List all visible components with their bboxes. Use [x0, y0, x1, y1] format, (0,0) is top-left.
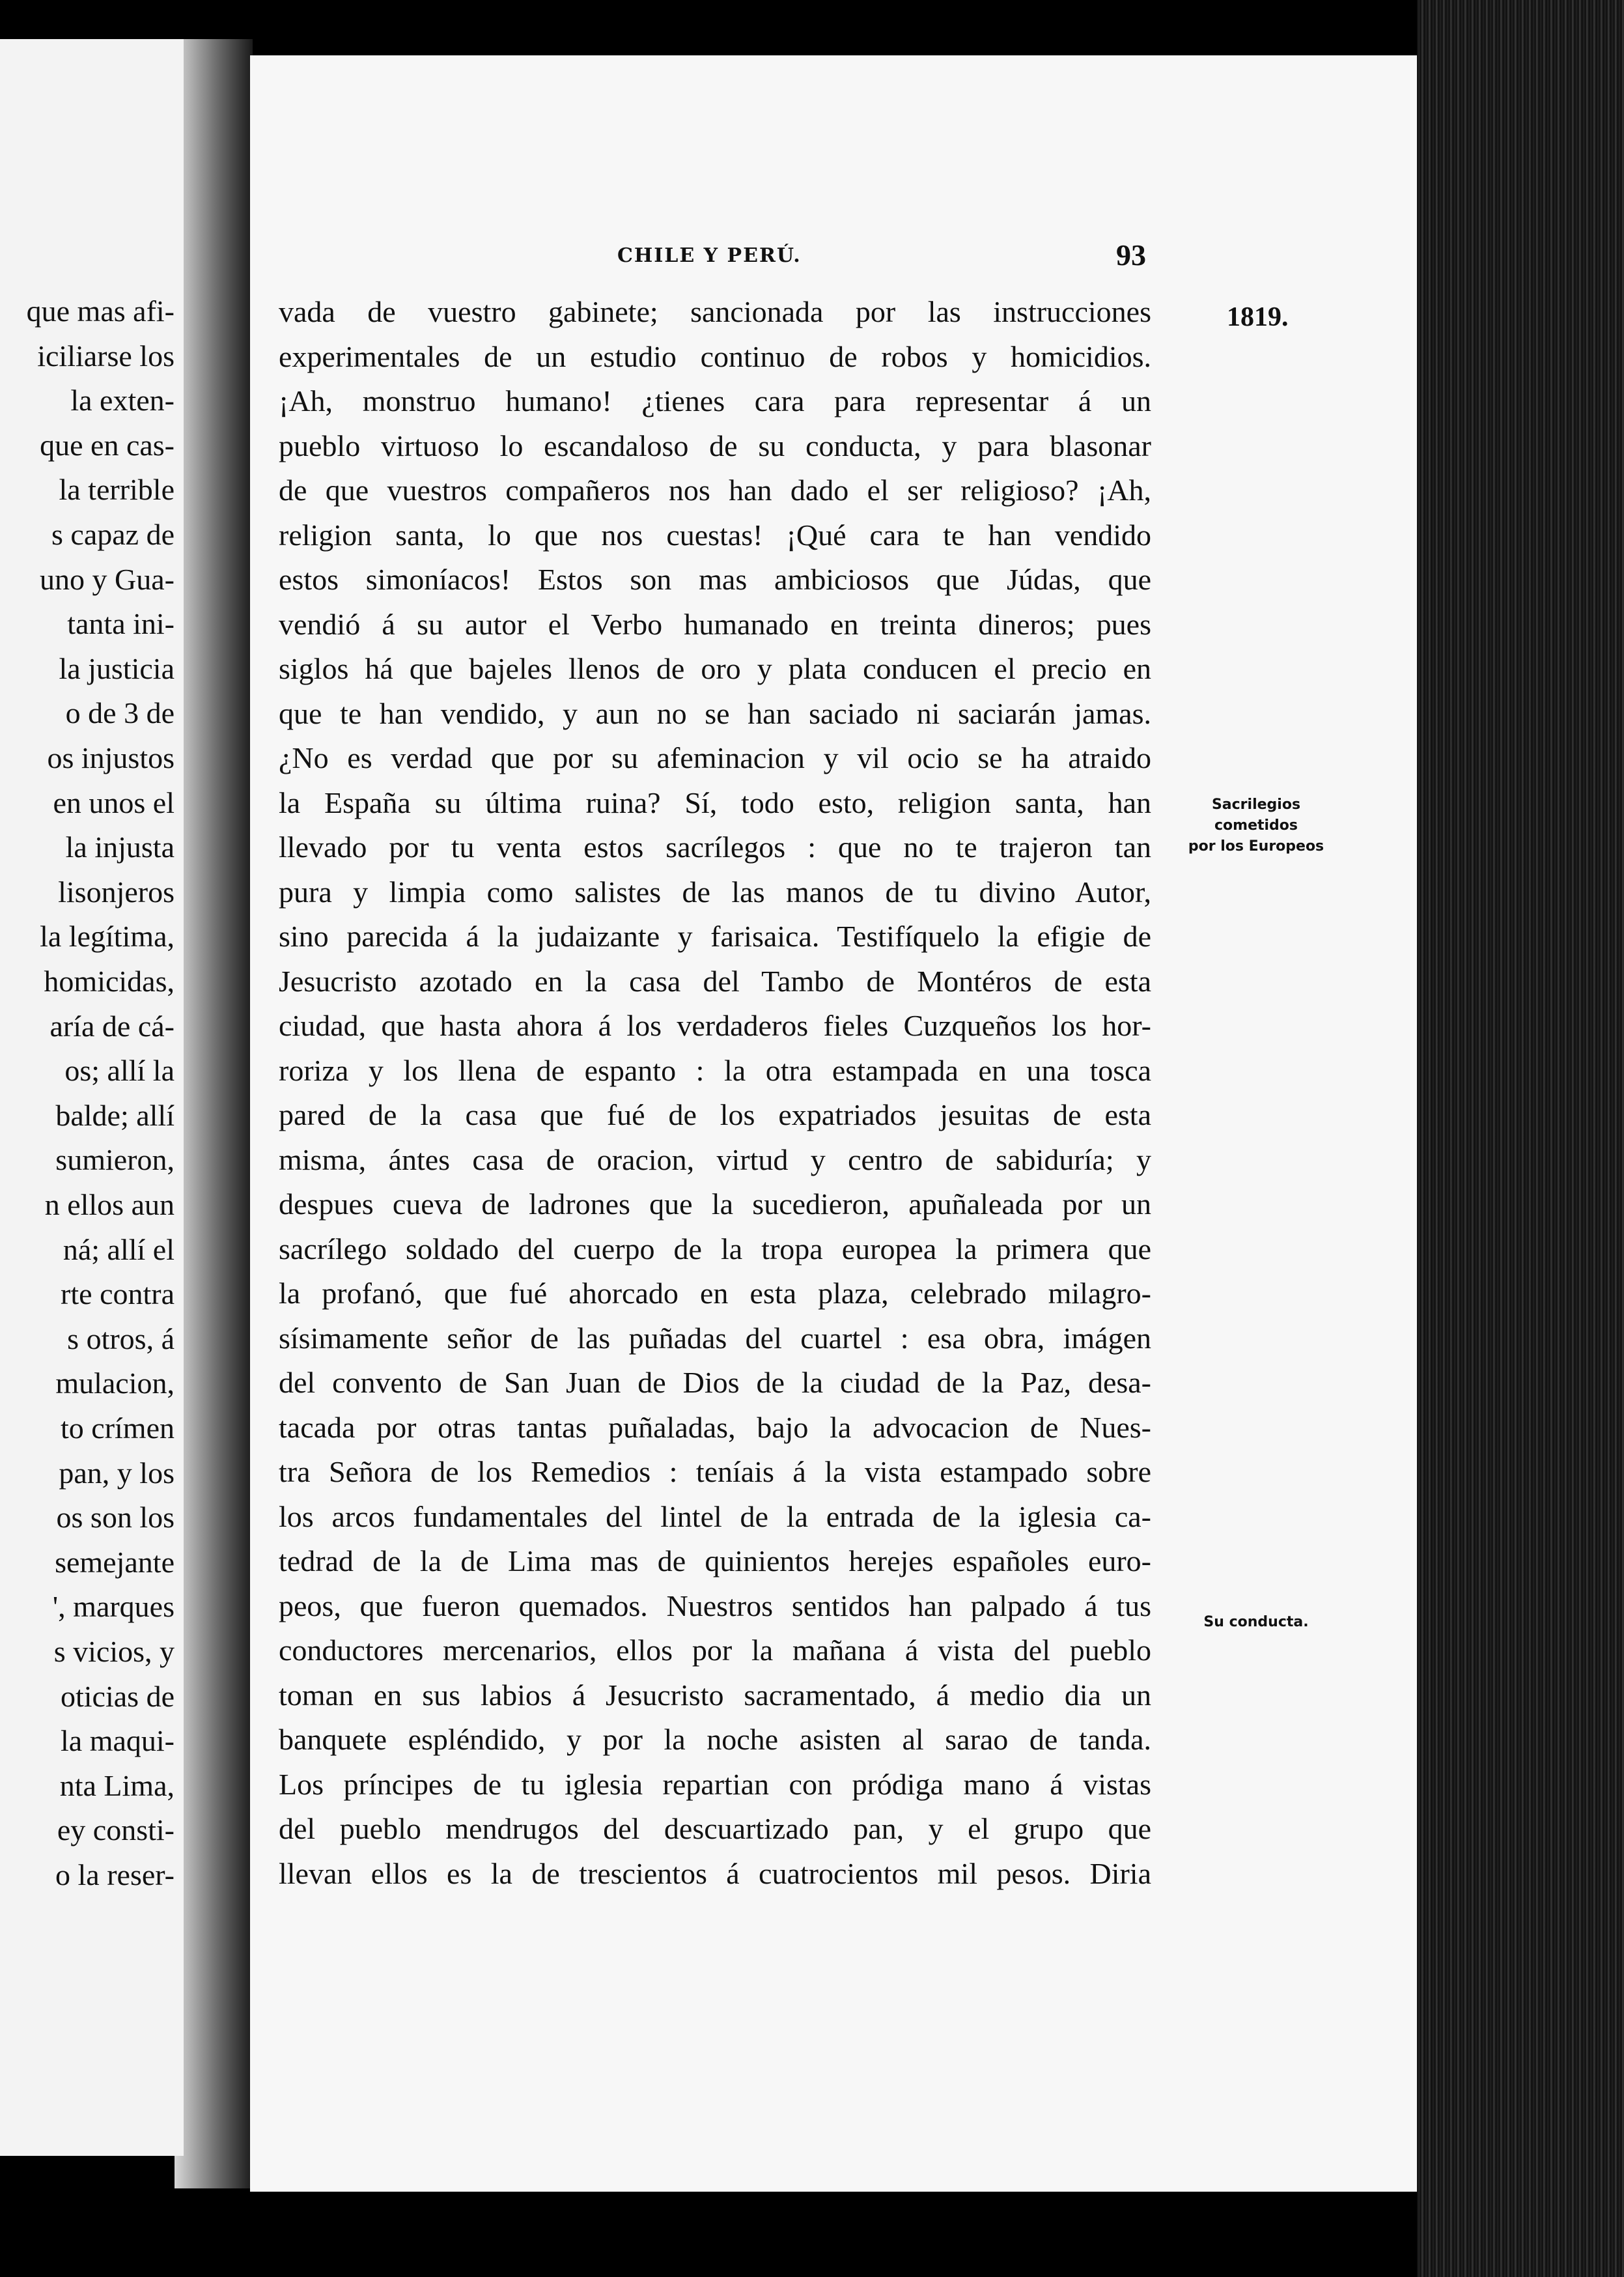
text-line: que te han vendido, y aun no se han saciado ni saciarán jamas. [279, 696, 1151, 730]
running-title: CHILE Y PERÚ. [617, 244, 802, 267]
left-page-line: nta Lima, [59, 1768, 175, 1802]
margin-year: 1819. [1227, 302, 1289, 332]
text-line: experimentales de un estudio continuo de robos y homicidios. [279, 339, 1151, 373]
text-line: la profanó, que fué ahorcado en esta plaza, celebrado milagro- [279, 1277, 1151, 1310]
text-line: sísimamente señor de las puñadas del cuartel : esa obra, imágen [279, 1321, 1151, 1355]
left-page-line: la injusta [65, 830, 175, 864]
text-line: de que vuestros compañeros nos han dado el ser religioso? ¡Ah, [279, 474, 1151, 507]
left-page-line: tanta ini- [67, 607, 175, 641]
text-line: pared de la casa que fué de los expatriados jesuitas de esta [279, 1098, 1151, 1131]
left-page-line: lisonjeros [58, 875, 175, 909]
text-line: siglos há que bajeles llenos de oro y plata conducen el precio en [279, 652, 1151, 685]
text-line: llevan ellos es la de trescientos á cuatrocientos mil pesos. Diria [279, 1856, 1151, 1890]
text-line: sino parecida á la judaizante y farisaica. Testifíquelo la efigie de [279, 920, 1151, 953]
left-page-line: en unos el [53, 785, 175, 819]
text-line: vada de vuestro gabinete; sancionada por las instrucciones [279, 295, 1151, 328]
text-line: la España su última ruina? Sí, todo esto, religion santa, han [279, 785, 1151, 819]
left-page-line: os injustos [47, 741, 175, 774]
left-page-line: s capaz de [51, 518, 175, 551]
text-line: Jesucristo azotado en la casa del Tambo de Montéros de esta [279, 964, 1151, 998]
left-page-line: aría de cá- [49, 1009, 175, 1043]
left-page-line: homicidas, [44, 965, 175, 998]
text-line: religion santa, lo que nos cuestas! ¡Qué cara te han vendido [279, 518, 1151, 552]
left-page-line: la terrible [59, 473, 175, 507]
text-line: del pueblo mendrugos del descuartizado pan, y el grupo que [279, 1812, 1151, 1845]
left-page-line: la maqui- [61, 1724, 175, 1758]
text-line: tedrad de la de Lima mas de quinientos herejes españoles euro- [279, 1544, 1151, 1577]
text-line: vendió á su autor el Verbo humanado en treinta dineros; pues [279, 607, 1151, 641]
text-line: toman en sus labios á Jesucristo sacramentado, á medio dia un [279, 1678, 1151, 1712]
text-line: Los príncipes de tu iglesia repartian con pródiga mano á vistas [279, 1767, 1151, 1801]
left-page-line: s vicios, y [53, 1635, 175, 1668]
left-page-line: rte contra [61, 1277, 175, 1311]
left-page-line: mulacion, [55, 1366, 175, 1400]
text-line: ciudad, que hasta ahora á los verdaderos fieles Cuzqueños los hor- [279, 1009, 1151, 1042]
text-line: peos, que fueron quemados. Nuestros sentidos han palpado á tus [279, 1589, 1151, 1622]
left-page-line: ', marques [52, 1590, 175, 1624]
margin-note-line: cometidos [1214, 817, 1298, 834]
left-page-line: iciliarse los [37, 339, 175, 373]
text-line: conductores mercenarios, ellos por la mañana á vista del pueblo [279, 1634, 1151, 1667]
left-page-line: semejante [55, 1545, 175, 1579]
left-page-line: os; allí la [64, 1054, 175, 1088]
page-number: 93 [1116, 238, 1146, 272]
left-page-line: que en cas- [40, 428, 175, 462]
left-page-line: oticias de [61, 1679, 175, 1713]
text-line: estos simoníacos! Estos son mas ambiciosos que Júdas, que [279, 563, 1151, 596]
left-page-line: la exten- [70, 384, 175, 417]
left-facing-page [0, 39, 184, 2156]
text-line: pueblo virtuoso lo escandaloso de su conducta, y para blasonar [279, 429, 1151, 462]
text-line: pura y limpia como salistes de las manos de tu divino Autor, [279, 875, 1151, 909]
text-line: tra Señora de los Remedios : teníais á la vista estampado sobre [279, 1455, 1151, 1488]
body-text [279, 290, 1151, 1896]
left-page-line: balde; allí [55, 1098, 175, 1132]
left-page-line: to crímen [61, 1411, 175, 1445]
left-page-line: os son los [56, 1501, 175, 1534]
text-line: llevado por tu venta estos sacrílegos : que no te trajeron tan [279, 830, 1151, 864]
left-page-line: que mas afi- [26, 294, 175, 328]
left-page-line: sumieron, [55, 1143, 175, 1177]
margin-note-sacrilegios [1181, 795, 1331, 857]
text-line: despues cueva de ladrones que la sucedieron, apuñaleada por un [279, 1187, 1151, 1221]
text-line: ¿No es verdad que por su afeminacion y vil ocio se ha atraido [279, 741, 1151, 774]
left-page-line: pan, y los [59, 1456, 175, 1490]
text-line: ¡Ah, monstruo humano! ¿tienes cara para representar á un [279, 384, 1151, 417]
text-line: misma, ántes casa de oracion, virtud y centro de sabiduría; y [279, 1142, 1151, 1176]
book-gutter-shadow [175, 39, 253, 2188]
margin-note-conducta: Su conducta. [1203, 1614, 1309, 1630]
left-page-line: s otros, á [67, 1322, 175, 1355]
left-page-line: n ellos aun [44, 1188, 175, 1221]
left-page-line: uno y Gua- [40, 562, 175, 596]
page-edges-background [1417, 0, 1624, 2277]
left-page-line: la justicia [59, 651, 175, 685]
text-line: tacada por otras tantas puñaladas, bajo la advocacion de Nues- [279, 1410, 1151, 1444]
left-page-line: ey consti- [57, 1813, 175, 1847]
text-line: del convento de San Juan de Dios de la ciudad de la Paz, desa- [279, 1366, 1151, 1399]
left-page-line: o la reser- [55, 1858, 175, 1891]
main-page [250, 55, 1417, 2192]
text-line: roriza y los llena de espanto : la otra estampada en una tosca [279, 1053, 1151, 1087]
left-page-line: o de 3 de [65, 696, 175, 730]
left-page-line: la legítima, [40, 920, 175, 954]
margin-note-line: por los Europeos [1188, 838, 1324, 855]
text-line: sacrílego soldado del cuerpo de la tropa europea la primera que [279, 1232, 1151, 1266]
text-line: los arcos fundamentales del lintel de la entrada de la iglesia ca- [279, 1499, 1151, 1533]
left-page-line: ná; allí el [63, 1232, 175, 1266]
margin-note-line: Sacrilegios [1211, 797, 1301, 813]
text-line: banquete espléndido, y por la noche asisten al sarao de tanda. [279, 1723, 1151, 1756]
